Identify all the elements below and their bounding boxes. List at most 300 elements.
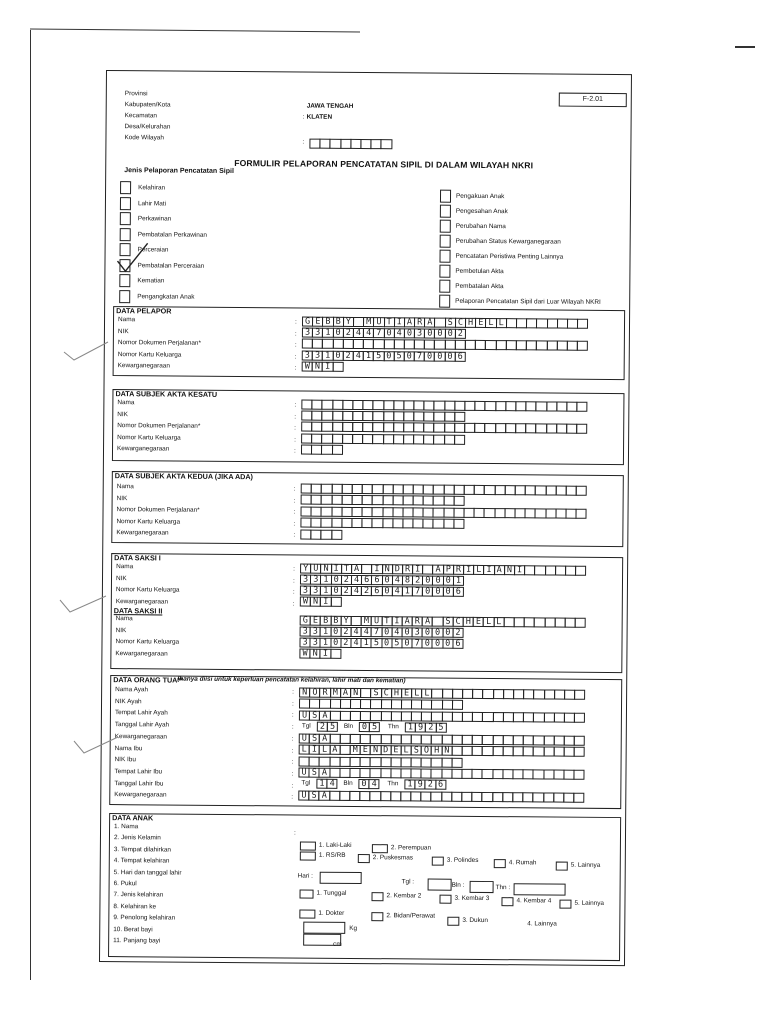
subjek1-citizen-grid[interactable] — [302, 445, 343, 455]
subjek2-name-grid-cell — [576, 486, 587, 496]
saksi2-citizen-grid[interactable] — [300, 649, 341, 659]
saksi1-nik-grid-cell: 0 — [381, 575, 392, 585]
saksi1-colon: : — [292, 588, 295, 596]
subjek1-doc-grid-cell — [576, 424, 587, 434]
ibu-month-grid[interactable] — [359, 779, 379, 789]
ibu-day-grid-cell: 4 — [327, 779, 338, 789]
saksi2-nik-grid-cell: 4 — [391, 627, 402, 637]
birthplace-puskesmas-label: 2. Puskesmas — [372, 854, 413, 862]
subjek2-nik-grid-cell — [453, 496, 464, 506]
ayah-day-grid-cell: 5 — [327, 722, 338, 732]
saksi2-name-grid-cell: I — [391, 616, 402, 626]
birthplace-puskesmas-box[interactable] — [358, 854, 370, 863]
pelapor-label: Nomor Kartu Keluarga — [117, 350, 182, 359]
ibu-place-grid-cell: A — [319, 768, 330, 778]
saksi1-citizen-grid-cell — [330, 597, 341, 607]
subjek1-colon: : — [294, 435, 296, 444]
ayah-name-grid-cell: C — [381, 688, 392, 698]
header-label-0: Provinsi — [124, 90, 148, 98]
saksi2-kk-grid-cell: 0 — [401, 638, 412, 648]
pelapor-name-grid-cell: M — [363, 317, 374, 327]
ibu-year-grid[interactable] — [405, 779, 446, 789]
birthplace-rs-label: 1. RS/RB — [318, 851, 346, 860]
penolong-bidan-label: 2. Bidan/Perawat — [386, 912, 436, 920]
ayah-nik-grid[interactable] — [300, 699, 463, 710]
pelapor-name-grid-cell: A — [424, 318, 435, 328]
subjek1-label: Nomor Kartu Keluarga — [117, 433, 181, 442]
saksi1-name-grid-cell: I — [514, 565, 525, 575]
subjek1-label: Nomor Dokumen Perjalanan* — [117, 422, 201, 430]
subjek1-colon: : — [294, 424, 297, 432]
pelapor-kk-grid-cell: 2 — [342, 351, 353, 361]
saksi2-nik-grid-cell: 0 — [330, 627, 341, 637]
checkbox-right-2[interactable] — [440, 220, 451, 233]
saksi1-name-grid-cell: P — [443, 565, 454, 575]
anak-label: 8. Kelahiran ke — [113, 902, 157, 911]
ortu-colon: : — [291, 782, 294, 790]
ayah-name-grid-cell — [574, 690, 585, 700]
jenis-kembar4[interactable] — [501, 897, 551, 906]
ibu-citizen-grid-cell: A — [319, 791, 330, 801]
jenis-right-label: Pelaporan Pencatatan Sipil dari Luar Wilayah NKRI — [455, 297, 601, 306]
pelapor-name-grid-cell: E — [312, 317, 323, 327]
pelapor-nik-grid-cell: 0 — [404, 328, 415, 338]
saksi2-nik-grid-cell: 0 — [432, 628, 443, 638]
ayah-place-grid-cell: S — [309, 711, 320, 721]
jenis-right-label: Pembatalan Akta — [455, 282, 504, 291]
pelapor-nik-grid-cell: 0 — [424, 329, 435, 339]
gender-female[interactable] — [372, 844, 431, 853]
tick-mark-icon — [58, 594, 110, 616]
ortu-label: Tempat Lahir Ibu — [114, 767, 163, 776]
saksi1-kk-grid-cell: 0 — [422, 586, 433, 596]
ayah-day-grid[interactable] — [318, 722, 338, 732]
subjek1-label: Nama — [117, 399, 135, 407]
pelapor-kk-grid-cell: 3 — [302, 351, 313, 361]
subjek2-label: Kewarganegaraan — [116, 529, 169, 537]
checkbox-right-5[interactable] — [439, 265, 450, 278]
birthplace-rs-box[interactable] — [300, 852, 316, 861]
subjek1-section-heading: DATA SUBJEK AKTA KESATU — [115, 389, 218, 399]
pelapor-nik-grid-cell: 4 — [394, 328, 405, 338]
ibu-place-grid-cell: S — [309, 768, 320, 778]
gender-female-label: 2. Perempuan — [390, 844, 432, 852]
subjek2-citizen-grid[interactable] — [301, 530, 342, 540]
subjek2-nik-grid[interactable] — [302, 495, 465, 506]
subjek1-citizen-grid-cell — [332, 445, 343, 455]
checkbox-1[interactable] — [120, 197, 131, 210]
ayah-citizen-grid-cell — [574, 736, 585, 746]
checkbox-right-1[interactable] — [440, 205, 451, 218]
saksi1-nik-grid-cell: 1 — [320, 575, 331, 585]
jenis-tunggal[interactable] — [299, 890, 346, 899]
pelapor-doc-grid-cell — [577, 341, 588, 351]
ayah-day-grid-cell: 2 — [317, 722, 328, 732]
ayah-name-grid-cell: A — [340, 688, 351, 698]
jenis-kembar4-box[interactable] — [501, 897, 513, 906]
saksi1-name-grid-cell: I — [331, 564, 342, 574]
pelapor-name-grid-cell: B — [322, 317, 333, 327]
pelapor-kk-grid-cell: 0 — [444, 352, 455, 362]
regency-value: KLATEN — [306, 113, 333, 121]
pelapor-doc-grid[interactable] — [303, 339, 588, 351]
saksi1-name-grid-cell: N — [382, 564, 393, 574]
saksi2-heading: DATA SAKSI II — [113, 606, 163, 616]
saksi1-name-grid-cell: R — [453, 565, 464, 575]
checkbox-2[interactable] — [120, 212, 131, 225]
subjek1-doc-grid[interactable] — [302, 422, 587, 434]
ibu-name-grid[interactable] — [300, 745, 585, 757]
jenis-kembar3-box[interactable] — [439, 895, 451, 904]
saksi2-name-grid-cell: S — [442, 617, 453, 627]
ayah-year-grid[interactable] — [406, 722, 447, 732]
ayah-name-grid-cell: H — [391, 688, 402, 698]
subjek2-doc-grid-cell — [576, 509, 587, 519]
jenis-kembar3-label: 3. Kembar 3 — [454, 895, 490, 903]
birthplace-lainnya-box[interactable] — [556, 862, 568, 871]
pelapor-name-grid-cell: L — [485, 318, 496, 328]
ibu-name-grid-cell: L — [299, 745, 310, 755]
subjek2-kk-grid[interactable] — [301, 518, 464, 529]
saksi2-kk-grid-cell: 3 — [310, 638, 321, 648]
ibu-name-grid-cell: D — [380, 745, 391, 755]
saksi1-nik-grid[interactable] — [301, 575, 464, 586]
pelapor-kk-grid-cell: 0 — [332, 351, 343, 361]
subjek1-kk-grid[interactable] — [302, 434, 465, 445]
saksi1-kk-grid-cell: 6 — [453, 587, 464, 597]
birthplace-polindes-box[interactable] — [432, 857, 444, 866]
saksi1-name-grid-cell: D — [392, 564, 403, 574]
ibu-name-grid-cell: N — [370, 745, 381, 755]
saksi1-kk-grid-cell: 1 — [402, 586, 413, 596]
saksi1-nik-grid-cell: 0 — [422, 575, 433, 585]
ibu-name-grid-cell: E — [390, 745, 401, 755]
penolong-bidan-box[interactable] — [371, 912, 383, 921]
checkbox-right-6[interactable] — [439, 280, 450, 293]
saksi1-kk-grid-cell: 2 — [341, 586, 352, 596]
saksi2-nik-grid-cell: 7 — [371, 627, 382, 637]
ayah-name-grid-cell: S — [370, 688, 381, 698]
subjek1-nik-grid[interactable] — [302, 411, 465, 422]
cm-label: cm — [333, 940, 342, 948]
saksi2-label: Nama — [115, 615, 133, 623]
pelapor-name-grid-cell: U — [373, 317, 384, 327]
penolong-dukun-label: 3. Dukun — [462, 917, 488, 925]
ortu-section — [109, 675, 622, 809]
pelapor-nik-grid-cell: 3 — [414, 328, 425, 338]
jenis-kembar3[interactable] — [439, 895, 489, 904]
saksi1-name-grid-cell: N — [504, 565, 515, 575]
gender-male[interactable] — [300, 842, 352, 851]
pelapor-citizen-grid[interactable] — [303, 362, 344, 372]
subjek2-label: Nama — [116, 483, 134, 491]
pelapor-nik-grid-cell: 0 — [383, 328, 394, 338]
subjek1-nik-grid-cell — [454, 412, 465, 422]
pelapor-nik-grid-cell: 4 — [363, 328, 374, 338]
ibu-place-grid-cell: U — [298, 768, 309, 778]
ibu-name-grid-cell: E — [360, 745, 371, 755]
jenis-left-label: Pembatalan Perkawinan — [137, 230, 208, 239]
ayah-month-grid-cell: 0 — [359, 722, 370, 732]
ibu-day-grid[interactable] — [317, 779, 337, 789]
pelapor-colon: : — [294, 329, 297, 338]
ibu-nik-grid-cell — [451, 758, 462, 768]
saksi2-citizen-grid-cell: N — [310, 649, 321, 659]
gender-male-label: 1. Laki-Laki — [318, 841, 352, 850]
ayah-citizen-grid-cell: A — [319, 734, 330, 744]
pelapor-kk-grid-cell: 0 — [424, 352, 435, 362]
anak-label: 11. Panjang bayi — [113, 937, 161, 945]
saksi2-name-grid-cell: A — [402, 616, 413, 626]
saksi1-kk-grid-cell: 0 — [442, 587, 453, 597]
anak-label: 5. Hari dan tanggal lahir — [113, 868, 182, 877]
saksi2-nik-grid[interactable] — [301, 627, 464, 638]
ayah-name-grid-cell: N — [299, 688, 310, 698]
ortu-colon: : — [291, 746, 294, 754]
penolong-dokter-box[interactable] — [299, 910, 315, 919]
ayah-year-grid-cell: 2 — [425, 723, 436, 733]
saksi1-name-grid-cell: A — [494, 565, 505, 575]
saksi1-kk-grid-cell: 1 — [320, 586, 331, 596]
gender-male-box[interactable] — [300, 842, 316, 851]
ayah-month-grid[interactable] — [360, 722, 380, 732]
jenis-tunggal-label: 1. Tunggal — [316, 889, 347, 898]
saksi1-kk-grid-cell: 4 — [392, 586, 403, 596]
ibu-place-grid[interactable] — [299, 768, 584, 780]
saksi1-kk-grid-cell: 0 — [330, 586, 341, 596]
saksi2-name-grid-cell: L — [483, 617, 494, 627]
ortu-label: Tanggal Lahir Ayah — [114, 721, 170, 729]
weight-input[interactable] — [303, 922, 345, 934]
pelapor-colon: : — [294, 341, 297, 349]
jenis-lainnya-box[interactable] — [559, 900, 571, 909]
jenis-right-label: Pengesahan Anak — [455, 207, 508, 216]
subjek2-label: NIK — [116, 494, 128, 502]
subjek1-section — [112, 389, 625, 465]
pelapor-kk-grid-cell: 1 — [363, 351, 374, 361]
ayah-citizen-grid-cell: S — [309, 734, 320, 744]
ibu-name-grid-cell: H — [431, 746, 442, 756]
saksi2-nik-grid-cell: 0 — [442, 628, 453, 638]
saksi1-nik-grid-cell: 6 — [371, 575, 382, 585]
checkbox-3[interactable] — [120, 228, 131, 241]
saksi2-nik-grid-cell: 3 — [310, 627, 321, 637]
pelapor-kk-grid-cell: 7 — [414, 351, 425, 361]
jenis-kembar2[interactable] — [371, 892, 421, 901]
saksi1-colon: : — [292, 576, 295, 584]
subjek2-section — [111, 471, 624, 547]
saksi2-name-grid-cell: U — [371, 616, 382, 626]
anak-label: 2. Jenis Kelamin — [113, 834, 161, 842]
subjek2-colon: : — [293, 519, 296, 528]
birthplace-rumah-box[interactable] — [494, 859, 506, 868]
penolong-dokter[interactable] — [299, 910, 344, 919]
checkbox-7[interactable] — [119, 290, 130, 303]
saksi2-name-grid-cell: H — [463, 617, 474, 627]
saksi2-nik-grid-cell: 2 — [340, 627, 351, 637]
tgl-input[interactable] — [428, 879, 452, 891]
jenis-title: Jenis Pelaporan Pencatatan Sipil — [124, 167, 234, 176]
saksi1-name-grid-cell: I — [463, 565, 474, 575]
pelapor-section — [113, 306, 626, 380]
tgl-label: Tgl — [301, 722, 311, 730]
pelapor-name-grid-cell: Y — [343, 317, 354, 327]
saksi1-nik-grid-cell: 3 — [310, 575, 321, 585]
saksi1-name-grid-cell: U — [310, 564, 321, 574]
checkbox-right-0[interactable] — [440, 190, 451, 203]
saksi2-name-grid-cell: M — [361, 616, 372, 626]
ortu-label: NIK Ibu — [114, 756, 136, 764]
saksi-section-heading: DATA SAKSI I — [114, 553, 161, 563]
saksi1-kk-grid-cell: 2 — [361, 586, 372, 596]
penolong-dukun-box[interactable] — [447, 917, 459, 926]
pelapor-name-grid-cell: A — [404, 317, 415, 327]
ortu-label: Nama Ibu — [114, 744, 143, 752]
ortu-colon: : — [291, 711, 294, 719]
pelapor-kk-grid-cell: 6 — [455, 352, 466, 362]
pelapor-name-grid-cell: C — [455, 318, 466, 328]
ayah-month-grid-cell: 5 — [369, 722, 380, 732]
jenis-left-label: Kelahiran — [138, 184, 166, 192]
saksi1-name-grid-cell: N — [320, 564, 331, 574]
ibu-name-grid-cell — [574, 747, 585, 757]
thn-label: Thn : — [495, 884, 511, 892]
jenis-left-label: Pengangkatan Anak — [137, 292, 195, 301]
saksi2-nik-grid-cell: 4 — [350, 627, 361, 637]
saksi2-name-grid-cell: R — [412, 616, 423, 626]
saksi1-kk-grid-cell: 3 — [300, 586, 311, 596]
ibu-name-grid-cell: N — [441, 746, 452, 756]
saksi1-name-grid-cell: I — [371, 564, 382, 574]
ayah-name-grid-cell: M — [330, 688, 341, 698]
saksi1-label: Nama — [116, 563, 134, 571]
ibu-name-grid-cell: I — [309, 745, 320, 755]
saksi1-nik-grid-cell: 8 — [402, 575, 413, 585]
ibu-day-grid-cell: 1 — [316, 779, 327, 789]
birthplace-puskesmas[interactable] — [358, 854, 413, 863]
ortu-colon: : — [292, 688, 294, 696]
ortu-note: (hanya diisi untuk keperluan pencatatan kelahiran, lahir mati dan kematian) — [177, 675, 406, 685]
ibu-year-grid-cell: 1 — [404, 779, 415, 789]
ayah-year-grid-cell: 1 — [405, 722, 416, 732]
jenis-kembar2-box[interactable] — [371, 892, 383, 901]
pelapor-nik-grid-cell: 1 — [322, 328, 333, 338]
saksi1-nik-grid-cell: 2 — [412, 575, 423, 585]
pelapor-nik-grid-cell: 7 — [373, 328, 384, 338]
saksi2-name-grid-cell: A — [422, 616, 433, 626]
checkbox-right-4[interactable] — [439, 250, 450, 263]
ibu-name-grid-cell: M — [350, 745, 361, 755]
saksi1-label: Nomor Kartu Keluarga — [115, 586, 180, 594]
pelapor-nik-grid-cell: 0 — [434, 329, 445, 339]
pelapor-kk-grid-cell: 0 — [383, 351, 394, 361]
ayah-name-grid-cell: E — [401, 688, 412, 698]
subjek2-label: Nomor Dokumen Perjalanan* — [116, 506, 200, 514]
thn-label: Thn — [387, 723, 399, 731]
jenis-tunggal-box[interactable] — [299, 890, 313, 899]
ortu-colon: : — [292, 700, 294, 708]
jenis-lainnya[interactable] — [559, 900, 604, 909]
penolong-bidan[interactable] — [371, 912, 435, 921]
form-title: FORMULIR PELAPORAN PENCATATAN SIPIL DI DALAM WILAYAH NKRI — [234, 158, 534, 171]
birthplace-polindes-label: 3. Polindes — [446, 856, 479, 865]
pelapor-kk-grid-cell: 0 — [404, 351, 415, 361]
saksi1-kk-grid[interactable] — [301, 586, 464, 597]
thn-label: Thn — [387, 780, 399, 788]
pelapor-name-grid-cell: G — [302, 317, 313, 327]
ibu-year-grid-cell: 6 — [435, 780, 446, 790]
anak-section — [108, 813, 621, 961]
pelapor-name-grid-cell: I — [394, 317, 405, 327]
pelapor-nik-grid-cell: 2 — [343, 328, 354, 338]
saksi1-nik-grid-cell: 0 — [443, 576, 454, 586]
subjek2-label: Nomor Kartu Keluarga — [116, 517, 181, 526]
birthplace-rs[interactable] — [300, 852, 346, 861]
ayah-place-grid-cell: U — [299, 711, 310, 721]
saksi1-name-grid-cell: A — [351, 564, 362, 574]
ayah-name-grid-cell: L — [421, 688, 432, 698]
subjek2-kk-grid-cell — [453, 519, 464, 529]
pelapor-kk-grid[interactable] — [303, 351, 466, 362]
ayah-name-grid-cell: O — [309, 688, 320, 698]
hari-label: Hari : — [297, 872, 313, 880]
birthplace-rumah[interactable] — [494, 859, 537, 868]
ortu-label: NIK Ayah — [115, 697, 142, 705]
birthplace-lainnya[interactable] — [556, 862, 601, 871]
form-page — [99, 70, 632, 966]
saksi2-label: NIK — [115, 626, 127, 634]
ibu-year-grid-cell: 2 — [425, 780, 436, 790]
ayah-place-grid[interactable] — [300, 711, 585, 723]
region-code-grid[interactable] — [310, 139, 392, 150]
birthplace-polindes[interactable] — [432, 857, 479, 866]
checkbox-right-3[interactable] — [440, 235, 451, 248]
saksi2-kk-grid-cell: 6 — [452, 639, 463, 649]
birthplace-lainnya-label: 5. Lainnya — [570, 861, 601, 870]
saksi2-kk-grid-cell: 0 — [432, 639, 443, 649]
saksi2-label: Kewarganegaraan — [115, 649, 168, 658]
hari-input[interactable] — [320, 872, 362, 884]
saksi1-citizen-grid[interactable] — [301, 597, 342, 607]
pelapor-nik-grid-cell: 0 — [332, 328, 343, 338]
saksi1-kk-grid-cell: 6 — [371, 586, 382, 596]
gender-female-box[interactable] — [372, 844, 388, 853]
thn-input[interactable] — [514, 883, 566, 895]
penolong-dukun[interactable] — [447, 917, 488, 926]
anak-label: 1. Nama — [114, 823, 139, 831]
saksi2-kk-grid[interactable] — [300, 638, 463, 649]
saksi2-kk-grid-cell: 7 — [412, 638, 423, 648]
pelapor-citizen-grid-cell: I — [322, 362, 333, 372]
anak-label: 4. Tempat kelahiran — [113, 857, 170, 865]
checkbox-0[interactable] — [120, 181, 131, 194]
pelapor-nik-grid-cell: 2 — [455, 329, 466, 339]
ibu-nik-grid[interactable] — [300, 757, 463, 768]
checkbox-right-7[interactable] — [439, 295, 450, 308]
pelapor-colon: : — [294, 318, 297, 326]
pelapor-name-grid-cell: L — [496, 318, 507, 328]
ayah-place-grid-cell: A — [319, 711, 330, 721]
saksi2-label: Nomor Kartu Keluarga — [115, 638, 180, 646]
jenis-right-label: Pembetulan Akta — [455, 267, 504, 276]
pelapor-nik-grid[interactable] — [303, 328, 466, 339]
bln-input[interactable] — [470, 881, 494, 893]
ibu-citizen-grid[interactable] — [299, 791, 584, 803]
colon: : — [302, 113, 305, 121]
saksi1-citizen-grid-cell: N — [310, 597, 321, 607]
saksi2-nik-grid-cell: 3 — [412, 627, 423, 637]
jenis-left-label: Pembatalan Perceraian — [137, 261, 205, 270]
